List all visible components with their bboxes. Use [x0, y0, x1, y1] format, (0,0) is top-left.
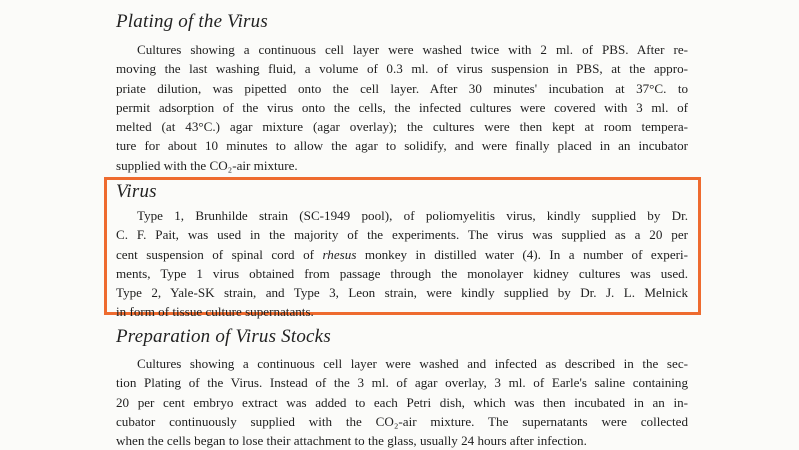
species-name: rhesus [322, 246, 357, 262]
paragraph-line: Type 2, Yale-SK strain, and Type 3, Leon strain, were kindly supplied by Dr. J. L. Melnick [116, 285, 688, 301]
paragraph-line: C. F. Pait, was used in the majority of the experiments. The virus was supplied as a 20 per [116, 227, 688, 243]
paragraph-line: melted (at 43°C.) agar mixture (agar overlay); the cultures were then kept at room tempera- [116, 119, 688, 135]
section-heading-virus: Virus [116, 181, 157, 202]
paragraph-plating [116, 40, 688, 175]
paragraph-line: Cultures showing a continuous cell layer were washed and infected as described in the sec- [137, 356, 688, 371]
paragraph-virus [116, 206, 688, 322]
paragraph-line: in form of tissue culture supernatants. [116, 304, 314, 320]
paragraph-line: tion Plating of the Virus. Instead of the 3 ml. of agar overlay, 3 ml. of Earle's saline containing [116, 375, 688, 391]
paragraph-line: priate dilution, was pipetted onto the cell layer. After 30 minutes' incubation at 37°C. to [116, 80, 688, 96]
section-heading-stocks: Preparation of Virus Stocks [116, 326, 331, 347]
section-heading-plating: Plating of the Virus [116, 11, 268, 32]
paragraph-line: supplied with the CO₂-air mixture. [116, 157, 298, 173]
paragraph-line: 20 per cent embryo extract was added to each Petri dish, which was then incubated in an in- [116, 394, 688, 410]
paragraph-stocks [116, 354, 688, 450]
paragraph-line: moving the last washing fluid, a volume of 0.3 ml. of virus suspension in PBS, at the appro- [116, 61, 688, 77]
paragraph-line: Cultures showing a continuous cell layer were washed twice with 2 ml. of PBS. After re- [137, 42, 688, 57]
paragraph-line: ture for about 10 minutes to allow the agar to solidify, and were finally placed in an incubator [116, 138, 688, 154]
paragraph-line: cubator continuously supplied with the CO₂-air mixture. The supernatants were collected [116, 413, 688, 429]
paragraph-line: cent suspension of spinal cord of rhesus monkey in distilled water (4). In a number of experi- [116, 246, 688, 262]
paragraph-line: ments, Type 1 virus obtained from passage through the monolayer kidney cultures was used. [116, 265, 688, 281]
paragraph-line: permit adsorption of the virus onto the cells, the infected cultures were covered with 3 ml. of [116, 99, 688, 115]
paragraph-line: Type 1, Brunhilde strain (SC-1949 pool), of poliomyelitis virus, kindly supplied by Dr. [137, 208, 688, 223]
paragraph-line: when the cells began to lose their attachment to the glass, usually 24 hours after infection. [116, 433, 587, 449]
